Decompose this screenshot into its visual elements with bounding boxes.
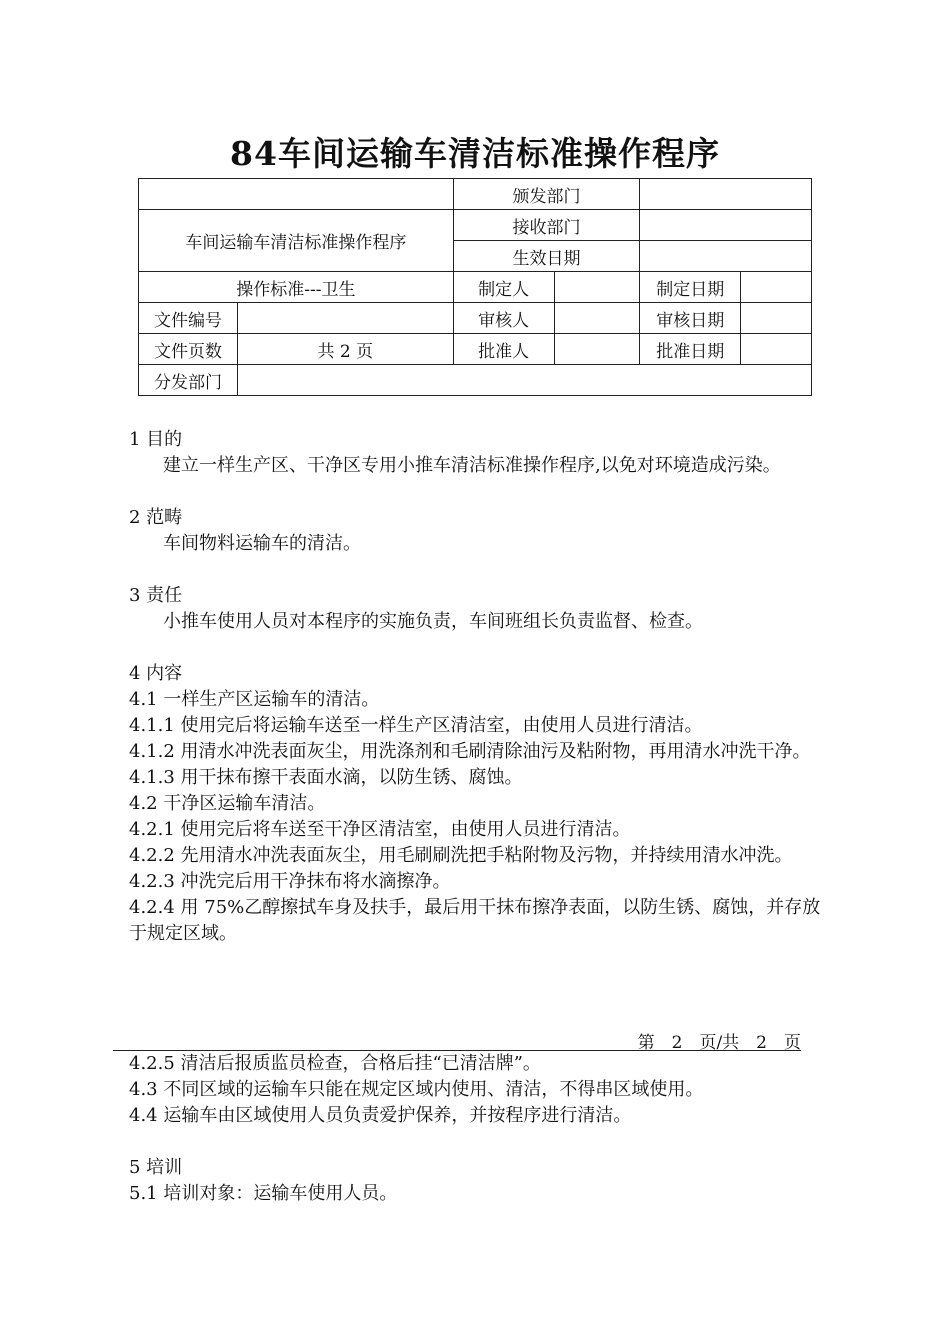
reviewed-date-label: 审核日期 — [640, 303, 741, 334]
effective-date-value — [640, 241, 812, 272]
approved-by-label: 批准人 — [453, 334, 554, 365]
item-4-1-3: 4.1.3 用干抹布擦干表面水滴，以防生锈、腐蚀。 — [129, 767, 523, 788]
reviewed-by-value — [554, 303, 640, 334]
doc-no-value — [237, 303, 453, 334]
section-4-heading: 4 内容 — [129, 663, 183, 684]
standard-label: 操作标准---卫生 — [139, 272, 454, 303]
section-2-text: 车间物料运输车的清洁。 — [163, 533, 361, 554]
doc-name: 车间运输车清洁标准操作程序 — [139, 210, 454, 272]
item-5-1: 5.1 培训对象：运输车使用人员。 — [129, 1183, 398, 1204]
approved-by-value — [554, 334, 640, 365]
receive-dept-value — [640, 210, 812, 241]
item-4-3: 4.3 不同区域的运输车只能在规定区域内使用、清洁，不得串区域使用。 — [129, 1079, 704, 1100]
item-4-2-4: 4.2.4 用 75%乙醇擦拭车身及扶手，最后用干抹布擦净表面，以防生锈、腐蚀，并存放于规定区域。 — [129, 897, 821, 944]
item-4-1: 4.1 一样生产区运输车的清洁。 — [129, 689, 380, 710]
prepared-date-label: 制定日期 — [640, 272, 741, 303]
page-count-value: 共 2 页 — [237, 334, 453, 365]
document-body-top — [113, 427, 833, 947]
reviewed-date-value — [741, 303, 812, 334]
document-title: 84车间运输车清洁标准操作程序 — [230, 134, 720, 173]
header-table — [138, 178, 812, 396]
section-3-text: 小推车使用人员对本程序的实施负责，车间班组长负责监督、检查。 — [163, 611, 703, 632]
prepared-by-value — [554, 272, 640, 303]
item-4-2-5: 4.2.5 清洁后报质监员检查，合格后挂“已清洁牌”。 — [129, 1053, 541, 1074]
approved-date-value — [741, 334, 812, 365]
section-1-text: 建立一样生产区、干净区专用小推车清洁标准操作程序,以免对环境造成污染。 — [163, 455, 781, 476]
issue-dept-label: 颁发部门 — [453, 179, 640, 210]
item-4-2-3: 4.2.3 冲洗完后用干净抹布将水滴擦净。 — [129, 871, 451, 892]
issue-dept-value — [640, 179, 812, 210]
prepared-date-value — [741, 272, 812, 303]
effective-date-label: 生效日期 — [453, 241, 640, 272]
section-5-heading: 5 培训 — [129, 1157, 183, 1178]
document-body-bottom — [113, 1051, 833, 1207]
header-empty-cell — [139, 179, 454, 210]
item-4-2: 4.2 干净区运输车清洁。 — [129, 793, 326, 814]
approved-date-label: 批准日期 — [640, 334, 741, 365]
page-footer: 第 2 页/共 2 页 — [113, 1028, 801, 1051]
section-1-heading: 1 目的 — [129, 429, 183, 450]
item-4-2-1: 4.2.1 使用完后将车送至干净区清洁室，由使用人员进行清洁。 — [129, 819, 631, 840]
receive-dept-label: 接收部门 — [453, 210, 640, 241]
prepared-by-label: 制定人 — [453, 272, 554, 303]
item-4-2-2: 4.2.2 先用清水冲洗表面灰尘，用毛刷刷洗把手粘附物及污物，并持续用清水冲洗。 — [129, 845, 793, 866]
page-count-label: 文件页数 — [139, 334, 238, 365]
section-2-heading: 2 范畴 — [129, 507, 183, 528]
item-4-1-2: 4.1.2 用清水冲洗表面灰尘，用洗涤剂和毛刷清除油污及粘附物，再用清水冲洗干净。 — [129, 741, 811, 762]
item-4-4: 4.4 运输车由区域使用人员负责爱护保养，并按程序进行清洁。 — [129, 1105, 632, 1126]
item-4-1-1: 4.1.1 使用完后将运输车送至一样生产区清洁室，由使用人员进行清洁。 — [129, 715, 703, 736]
doc-no-label: 文件编号 — [139, 303, 238, 334]
section-3-heading: 3 责任 — [129, 585, 183, 606]
distribution-label: 分发部门 — [139, 365, 238, 396]
reviewed-by-label: 审核人 — [453, 303, 554, 334]
distribution-value — [237, 365, 811, 396]
